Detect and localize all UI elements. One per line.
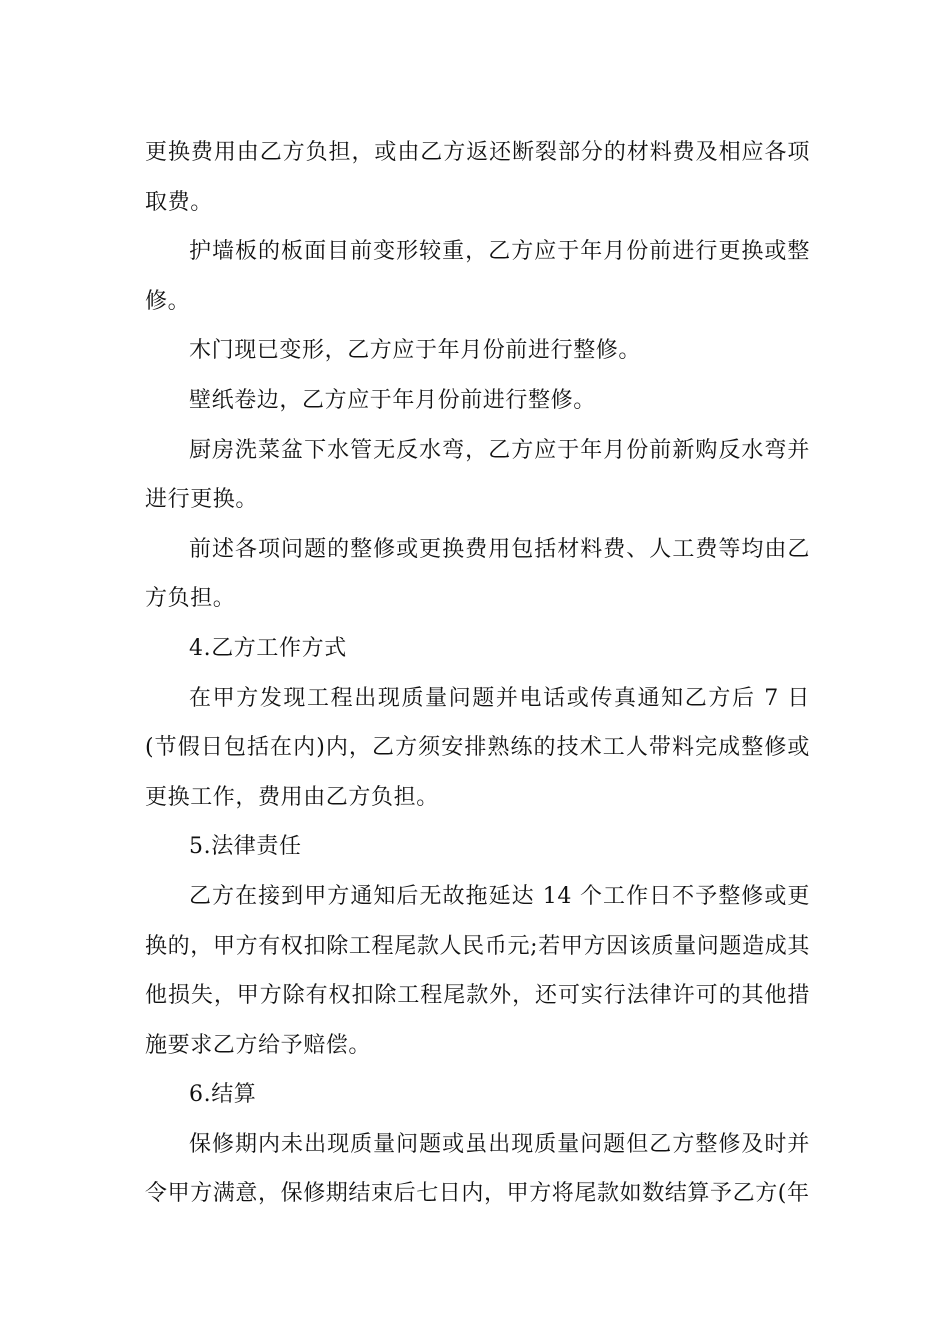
paragraph-replacement-cost: 更换费用由乙方负担，或由乙方返还断裂部分的材料费及相应各项取费。: [145, 140, 810, 215]
paragraph-wooden-door: 木门现已变形，乙方应于年月份前进行整修。: [189, 338, 642, 364]
paragraph-work-method: 在甲方发现工程出现质量问题并电话或传真通知乙方后 7 日(节假日包括在内)内，乙方须安排熟练的技术工人带料完成整修或更换工作，费用由乙方负担。: [145, 685, 810, 810]
document-body: [145, 128, 810, 1219]
paragraph-settlement: 保修期内未出现质量问题或虽出现质量问题但乙方整修及时并令甲方满意，保修期结束后七日内，甲方将尾款如数结算予乙方(年: [145, 1131, 810, 1207]
paragraph-kitchen-drain: 厨房洗菜盆下水管无反水弯，乙方应于年月份前新购反水弯并进行更换。: [145, 437, 810, 513]
paragraph-cost-summary: 前述各项问题的整修或更换费用包括材料费、人工费等均由乙方负担。: [145, 536, 810, 612]
section-heading-settlement: 6.结算: [189, 1082, 257, 1108]
section-heading-work-method: 4.乙方工作方式: [189, 635, 347, 661]
paragraph-wallpaper: 壁纸卷边，乙方应于年月份前进行整修。: [189, 387, 596, 413]
section-heading-legal-liability: 5.法律责任: [189, 834, 302, 860]
paragraph-legal-liability: 乙方在接到甲方通知后无故拖延达 14 个工作日不予整修或更换的，甲方有权扣除工程尾款人民币元;若甲方因该质量问题造成其他损失，甲方除有权扣除工程尾款外，还可实行法律许可的其他措施要求乙方给予赔偿。: [145, 883, 810, 1058]
paragraph-wall-panel: 护墙板的板面目前变形较重，乙方应于年月份前进行更换或整修。: [145, 239, 810, 314]
